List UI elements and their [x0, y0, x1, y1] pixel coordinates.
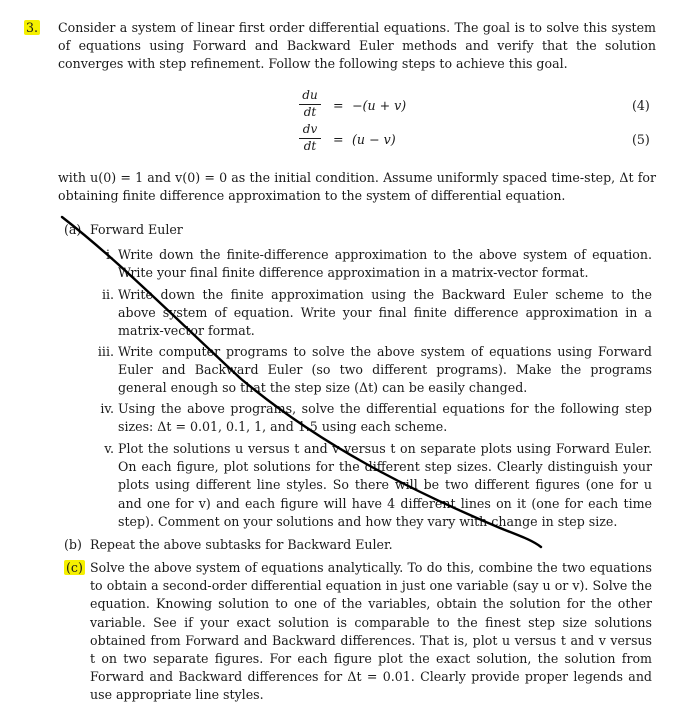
problem-number-highlight: 3.: [26, 20, 39, 35]
equation-4-denominator: dt: [303, 105, 317, 119]
equation-4-numerator: du: [299, 88, 321, 105]
part-a-title: Forward Euler: [90, 222, 183, 237]
equation-5-equals: =: [333, 132, 344, 147]
part-b-label: (b): [64, 537, 82, 552]
equation-5-denominator: dt: [303, 139, 317, 153]
subtask-v-label: v.: [104, 441, 114, 456]
initial-conditions: [58, 169, 656, 205]
part-a-label: (a): [64, 222, 82, 237]
equation-5: [0, 122, 687, 158]
subtask-ii-label: ii.: [101, 287, 114, 302]
initial-conditions-text: with u(0) = 1 and v(0) = 0 as the initial condition. Assume uniformly spaced time-step, Δt for obtaining finite difference approximation to the system of differential equation.: [58, 170, 656, 204]
subtask-iii-text: Write computer programs to solve the above system of equations using Forward Euler and Backward Euler (so two different programs). Make the programs general enough so that the step size (Δt) can be easily changed.: [118, 344, 652, 396]
subtask-iv-label: iv.: [100, 401, 114, 416]
subtask-v-text: Plot the solutions u versus t and v versus t on separate plots using Forward Euler. On each figure, plot solutions for the different step sizes. Clearly distinguish your plots using different line styles. So there will be two different figures (one for u and one for v) and each figure will have 4 different lines on it (one for each time step). Comment on your solutions and how they vary with change in step size.: [118, 441, 652, 529]
subtask-iii-label: iii.: [97, 344, 114, 359]
subtask-i-text: Write down the finite-difference approximation to the above system of equation. Write your final finite difference approximation in a matrix-vector format.: [118, 247, 652, 281]
equation-5-rhs: (u − v): [352, 132, 396, 147]
part-c-text: Solve the above system of equations analytically. To do this, combine the two equations to obtain a second-order differential equation in just one variable (say u or v). Solve the equation. Knowing solution to one of the variables, obtain the solution for the other variable. See if your exact solution is comparable to the finest step size solutions obtained from Forward and Backward differences. That is, plot u versus t and v versus t on two separate figures. For each figure plot the exact solution, the solution from Forward and Backward differences for Δt = 0.01. Clearly provide proper legends and use appropriate line styles.: [90, 560, 652, 703]
equation-4-derivative: [299, 88, 321, 120]
problem-intro: [58, 19, 656, 74]
part-b-text: Repeat the above subtasks for Backward Euler.: [90, 537, 393, 552]
equation-5-label: (5): [632, 132, 650, 147]
equation-5-numerator: dv: [299, 122, 321, 139]
subtask-ii-text: Write down the finite approximation using the Backward Euler scheme to the above system of equation. Write your final finite difference approximation in a matrix-vector format.: [118, 287, 652, 339]
subtask-iv-text: Using the above programs, solve the differential equations for the following step sizes: Δt = 0.01, 0.1, 1, and 1.5 using each scheme.: [118, 401, 652, 435]
problem-number: [24, 19, 40, 37]
equation-4-equals: =: [333, 98, 344, 113]
equation-4-label: (4): [632, 98, 650, 113]
part-c-label-highlight: (c): [66, 560, 83, 575]
subtask-i-label: i.: [105, 247, 114, 262]
part-c-label: [64, 559, 85, 577]
problem-intro-text: Consider a system of linear first order differential equations. The goal is to solve this system of equations using Forward and Backward Euler methods and verify that the solution converges with step refinement. Follow the following steps to achieve this goal.: [58, 20, 656, 72]
equation-4: [0, 88, 687, 124]
equation-4-rhs: −(u + v): [352, 98, 407, 113]
equation-5-derivative: [299, 122, 321, 154]
